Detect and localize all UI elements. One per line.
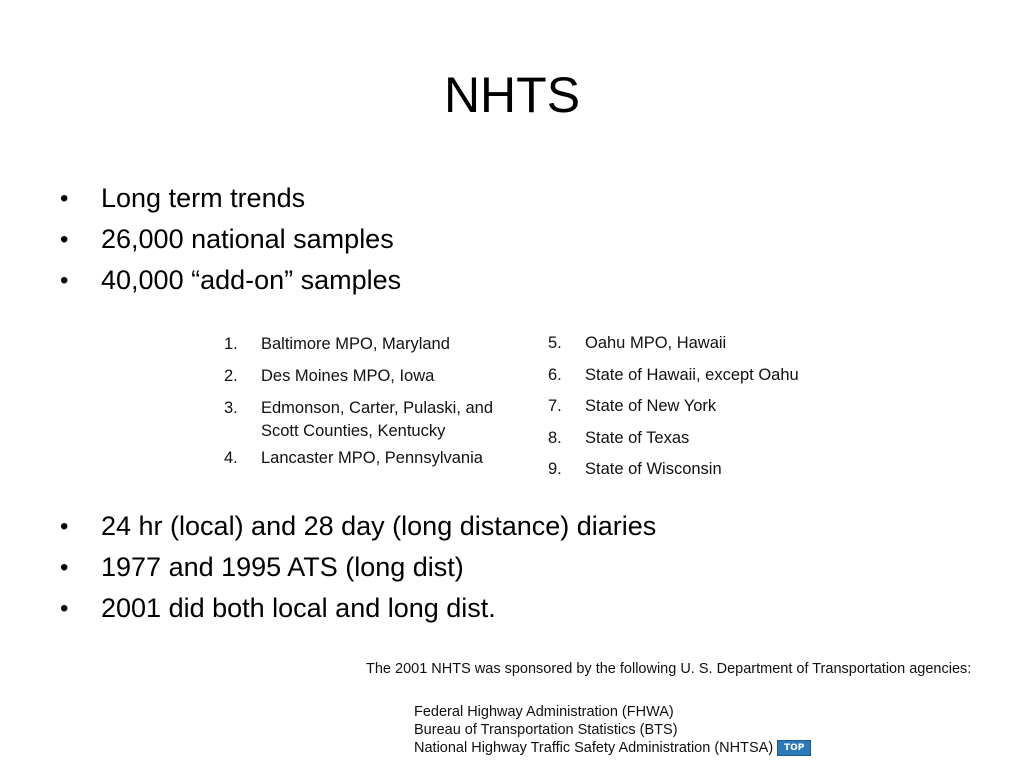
bullet-dot: • bbox=[60, 595, 69, 622]
list-number: 5. bbox=[548, 334, 562, 352]
addon-list-left bbox=[224, 333, 534, 479]
slide-title: NHTS bbox=[443, 67, 581, 123]
bullet-item bbox=[60, 260, 401, 301]
list-number: 3. bbox=[224, 399, 238, 417]
bullet-dot: • bbox=[60, 226, 69, 253]
bullet-dot: • bbox=[60, 185, 69, 212]
list-item bbox=[224, 365, 534, 388]
bullet-text: 1977 and 1995 ATS (long dist) bbox=[101, 552, 464, 582]
list-text: Des Moines MPO, Iowa bbox=[261, 367, 435, 385]
list-text: State of Hawaii, except Oahu bbox=[585, 365, 799, 384]
list-text: Baltimore MPO, Maryland bbox=[261, 335, 450, 353]
list-number: 4. bbox=[224, 449, 238, 467]
bullet-item bbox=[60, 547, 656, 588]
bullet-dot: • bbox=[60, 513, 69, 540]
list-number: 9. bbox=[548, 460, 562, 478]
sponsor-heading: The 2001 NHTS was sponsored by the following U. S. Department of Transportation agencies: bbox=[366, 661, 972, 677]
list-item bbox=[224, 447, 534, 470]
agency-item: Federal Highway Administration (FHWA) bbox=[414, 704, 674, 720]
list-number: 6. bbox=[548, 365, 562, 384]
list-number: 7. bbox=[548, 397, 562, 415]
list-item bbox=[548, 332, 848, 355]
bullet-dot: • bbox=[60, 554, 69, 581]
list-text: Edmonson, Carter, Pulaski, and Scott Counties, Kentucky bbox=[261, 399, 494, 440]
list-text: State of Texas bbox=[585, 428, 690, 447]
bullet-dot: • bbox=[60, 267, 69, 294]
bullet-list-bottom bbox=[60, 506, 656, 629]
bullet-text: 24 hr (local) and 28 day (long distance) diaries bbox=[101, 511, 657, 541]
list-text: Oahu MPO, Hawaii bbox=[585, 334, 727, 352]
list-item bbox=[548, 427, 848, 450]
list-item bbox=[224, 333, 534, 356]
list-number: 2. bbox=[224, 367, 238, 385]
bullet-list-top bbox=[60, 178, 401, 301]
bullet-item bbox=[60, 588, 656, 629]
top-button[interactable]: TOP bbox=[777, 740, 811, 756]
agency-list bbox=[414, 703, 811, 757]
list-number: 8. bbox=[548, 428, 562, 447]
agency-item bbox=[414, 739, 811, 757]
bullet-text: 2001 did both local and long dist. bbox=[101, 593, 496, 623]
list-item bbox=[224, 397, 531, 443]
list-text: Lancaster MPO, Pennsylvania bbox=[261, 449, 483, 467]
bullet-item bbox=[60, 219, 401, 260]
bullet-item bbox=[60, 506, 656, 547]
list-text: State of Wisconsin bbox=[585, 460, 722, 478]
list-text: State of New York bbox=[585, 397, 717, 415]
bullet-text: Long term trends bbox=[101, 183, 306, 213]
addon-list-right bbox=[548, 332, 848, 490]
agency-text: National Highway Traffic Safety Administration (NHTSA) bbox=[414, 740, 774, 756]
list-number: 1. bbox=[224, 335, 238, 353]
agency-item: Bureau of Transportation Statistics (BTS) bbox=[414, 722, 678, 738]
list-item bbox=[548, 458, 848, 481]
bullet-item bbox=[60, 178, 401, 219]
bullet-text: 40,000 “add-on” samples bbox=[101, 265, 402, 295]
list-item bbox=[548, 395, 848, 418]
list-item bbox=[548, 364, 848, 387]
bullet-text: 26,000 national samples bbox=[101, 224, 394, 254]
